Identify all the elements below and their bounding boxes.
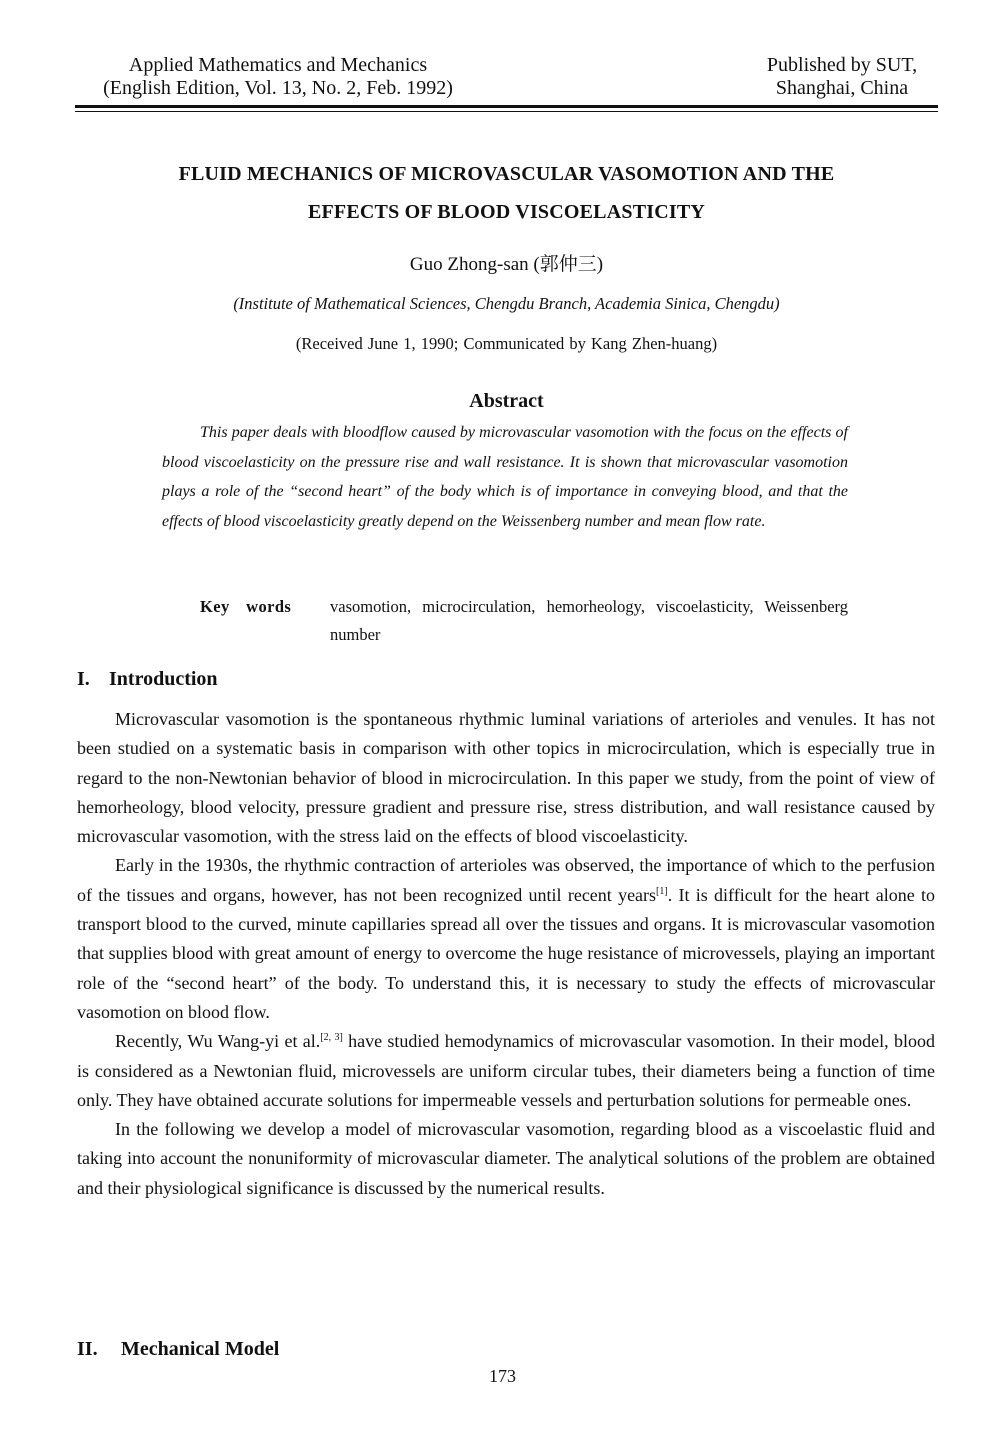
page-number: 173 — [489, 1366, 516, 1386]
title-line-1: FLUID MECHANICS OF MICROVASCULAR VASOMOTION AND THE — [178, 163, 835, 185]
paragraph-text: have studied hemodynamics of microvascular vasomotion. In their model, blood is considered as a Newtonian fluid, microvessels are uniform circular tubes, their diameters being a function of time only. They have obtained accurate solutions for impermeable vessels and perturbation solutions for permeable ones. — [77, 1031, 935, 1110]
journal-header — [78, 54, 478, 100]
paragraph — [77, 1115, 935, 1203]
paragraph-text: Microvascular vasomotion is the spontaneous rhythmic luminal variations of arterioles and venules. It has not been studied on a systematic basis in comparison with other topics in microcirculation, which is especially true in regard to the non-Newtonian behavior of blood in microcirculation. In this paper we study, from the point of view of hemorheology, blood velocity, pressure gradient and pressure rise, stress distribution, and wall resistance caused by microvascular vasomotion, with the stress laid on the effects of blood viscoelasticity. — [77, 709, 935, 847]
author: Guo Zhong-san (郭仲三) — [409, 254, 604, 275]
paragraph-text: In the following we develop a model of microvascular vasomotion, regarding blood as a viscoelastic fluid and taking into account the nonuniformity of microvascular diameter. The analytical solutions of the problem are obtained and their physiological significance is discussed by the numerical results. — [77, 1119, 935, 1198]
title-line-2: EFFECTS OF BLOOD VISCOELASTICITY — [307, 201, 706, 223]
keywords-label: Key words — [200, 597, 292, 616]
header-rule-thin — [75, 111, 938, 112]
paragraph — [77, 705, 935, 851]
affiliation: (Institute of Mathematical Sciences, Chengdu Branch, Academia Sinica, Chengdu) — [233, 294, 780, 313]
publisher-name: Published by SUT, — [766, 54, 918, 76]
section-heading-mechanical-model — [77, 1336, 279, 1362]
article-title — [80, 155, 933, 231]
publisher-location: Shanghai, China — [775, 77, 909, 99]
publisher-header — [742, 54, 942, 100]
paragraph-text: Recently, Wu Wang-yi et al. — [115, 1031, 321, 1052]
paragraph-text: Early in the 1930s, the rhythmic contraction of arterioles was observed, the importance of which to the perfusion of the tissues and organs, however, has not been recognized until recent years — [77, 855, 935, 905]
section-title: Introduction — [109, 668, 218, 690]
section-number: I. — [77, 668, 90, 690]
section-heading-introduction — [77, 666, 218, 692]
keywords — [200, 593, 848, 649]
received-date: (Received June 1, 1990; Communicated by Kang Zhen-huang) — [295, 334, 718, 353]
header-rule-thick — [75, 105, 938, 108]
paragraph — [77, 1027, 935, 1115]
section-number: II. — [77, 1338, 98, 1360]
introduction-body — [77, 705, 935, 1203]
abstract-heading: Abstract — [469, 390, 544, 412]
paragraph-text: . It is difficult for the heart alone to transport blood to the curved, minute capillaries spread all over the tissues and organs. It is microvascular vasomotion that supplies blood with great amount of energy to overcome the huge resistance of microvessels, playing an important role of the “second heart” of the body. To understand this, it is necessary to study the effects of microvascular vasomotion on blood flow. — [77, 884, 935, 1022]
abstract-text: This paper deals with bloodflow caused by microvascular vasomotion with the focus on the effects of blood viscoelasticity on the pressure rise and wall resistance. It is shown that microvascular vasomotion plays a role of the “second heart” of the body which is of importance in conveying blood, and that the effects of blood viscoelasticity greatly depend on the Weissenberg number and mean flow rate. — [162, 424, 848, 530]
paragraph — [77, 851, 935, 1027]
journal-edition: (English Edition, Vol. 13, No. 2, Feb. 1992) — [103, 77, 453, 99]
section-title: Mechanical Model — [121, 1338, 280, 1360]
citation: [1] — [656, 885, 668, 897]
journal-name: Applied Mathematics and Mechanics — [128, 54, 428, 76]
keywords-text: vasomotion, microcirculation, hemorheology, viscoelasticity, Weissenberg number — [330, 597, 848, 644]
citation: [2, 3] — [320, 1032, 343, 1044]
